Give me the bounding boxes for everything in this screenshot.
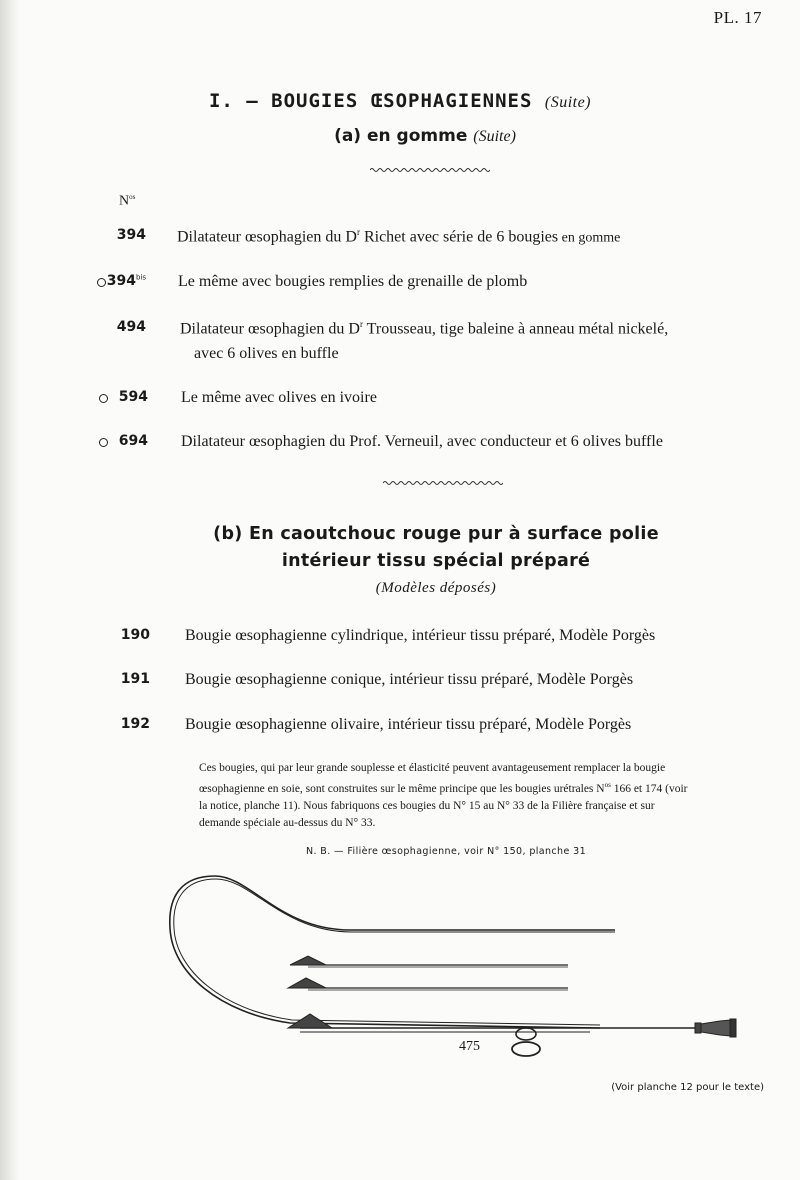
footer-note: (Voir planche 12 pour le texte) — [611, 1082, 764, 1093]
item-number: 694 — [118, 433, 148, 449]
item-number: 494 — [116, 319, 146, 335]
plate-number: PL. 17 — [713, 8, 762, 27]
item-description: Dilatateur œsophagien du $D^r$ Richet avec série de 6 bougies en gomme — [177, 227, 621, 246]
notice-line: œsophagienne en soie, sont construites sur le même principe que les bougies urétrales $N^{os}$ 166 et 174 (voir — [199, 781, 688, 795]
wavy-divider-middle — [383, 480, 503, 486]
section-title-text: I. — BOUGIES ŒSOPHAGIENNES — [208, 90, 533, 112]
ring-bottom — [512, 1042, 540, 1056]
olive-1 — [290, 956, 326, 965]
section-suite: (Suite) — [544, 94, 592, 111]
item-description: Bougie œsophagienne conique, intérieur tissu préparé, Modèle Porgès — [185, 671, 634, 688]
figure-number: 475 — [459, 1039, 480, 1054]
item-number: $394^{bis}$ — [106, 273, 146, 289]
subsection-title-text: (a) en gomme — [334, 126, 468, 146]
conductor-inner — [174, 879, 615, 1025]
notice-paragraph — [199, 760, 764, 832]
olive-2 — [288, 978, 326, 988]
section-title — [0, 90, 800, 112]
handle — [695, 1019, 736, 1037]
item-description: Le même avec bougies remplies de grenaille de plomb — [178, 273, 528, 290]
group-b-title-line1: (b) En caoutchouc rouge pur à surface polie — [213, 524, 659, 544]
notice-line: la notice, planche 11). Nous fabriquons ces bougies du N° 15 au N° 33 de la Filière française et sur — [199, 799, 655, 812]
group-b-models: (Modèles déposés) — [375, 580, 497, 596]
numbers-heading: $N^{os}$ — [119, 193, 136, 209]
item-description: Dilatateur œsophagien du Prof. Verneuil, avec conducteur et 6 olives buffle — [181, 433, 663, 450]
subsection-title — [0, 126, 800, 146]
item-description: Bougie œsophagienne cylindrique, intérieur tissu préparé, Modèle Porgès — [185, 627, 656, 644]
item-number: 394 — [116, 227, 146, 243]
subsection-suite: (Suite) — [473, 128, 516, 145]
item-number: 192 — [120, 716, 150, 732]
item-description: Dilatateur œsophagien du $D^r$ Trousseau, tige baleine à anneau métal nickelé, — [180, 319, 669, 338]
item-number: 594 — [118, 389, 148, 405]
dilator-illustration — [160, 868, 750, 1058]
wavy-divider-top — [370, 167, 490, 173]
nb-note: N. B. — Filière œsophagienne, voir N° 150, planche 31 — [305, 846, 587, 857]
item-number: 190 — [120, 627, 150, 643]
group-b-title-line2: intérieur tissu spécial préparé — [281, 551, 591, 571]
item-description: Le même avec olives en ivoire — [181, 389, 377, 406]
item-number: 191 — [120, 671, 150, 687]
notice-line: Ces bougies, qui par leur grande souplesse et élasticité peuvent avantageusement remplacer la bougie — [199, 762, 666, 774]
item-description: Bougie œsophagienne olivaire, intérieur tissu préparé, Modèle Porgès — [185, 716, 632, 733]
item-description-line2: avec 6 olives en buffle — [194, 345, 339, 362]
conductor-outer — [170, 876, 615, 1028]
ring-top — [516, 1028, 536, 1040]
notice-line: demande spéciale au-dessus du N° 33. — [199, 816, 376, 829]
